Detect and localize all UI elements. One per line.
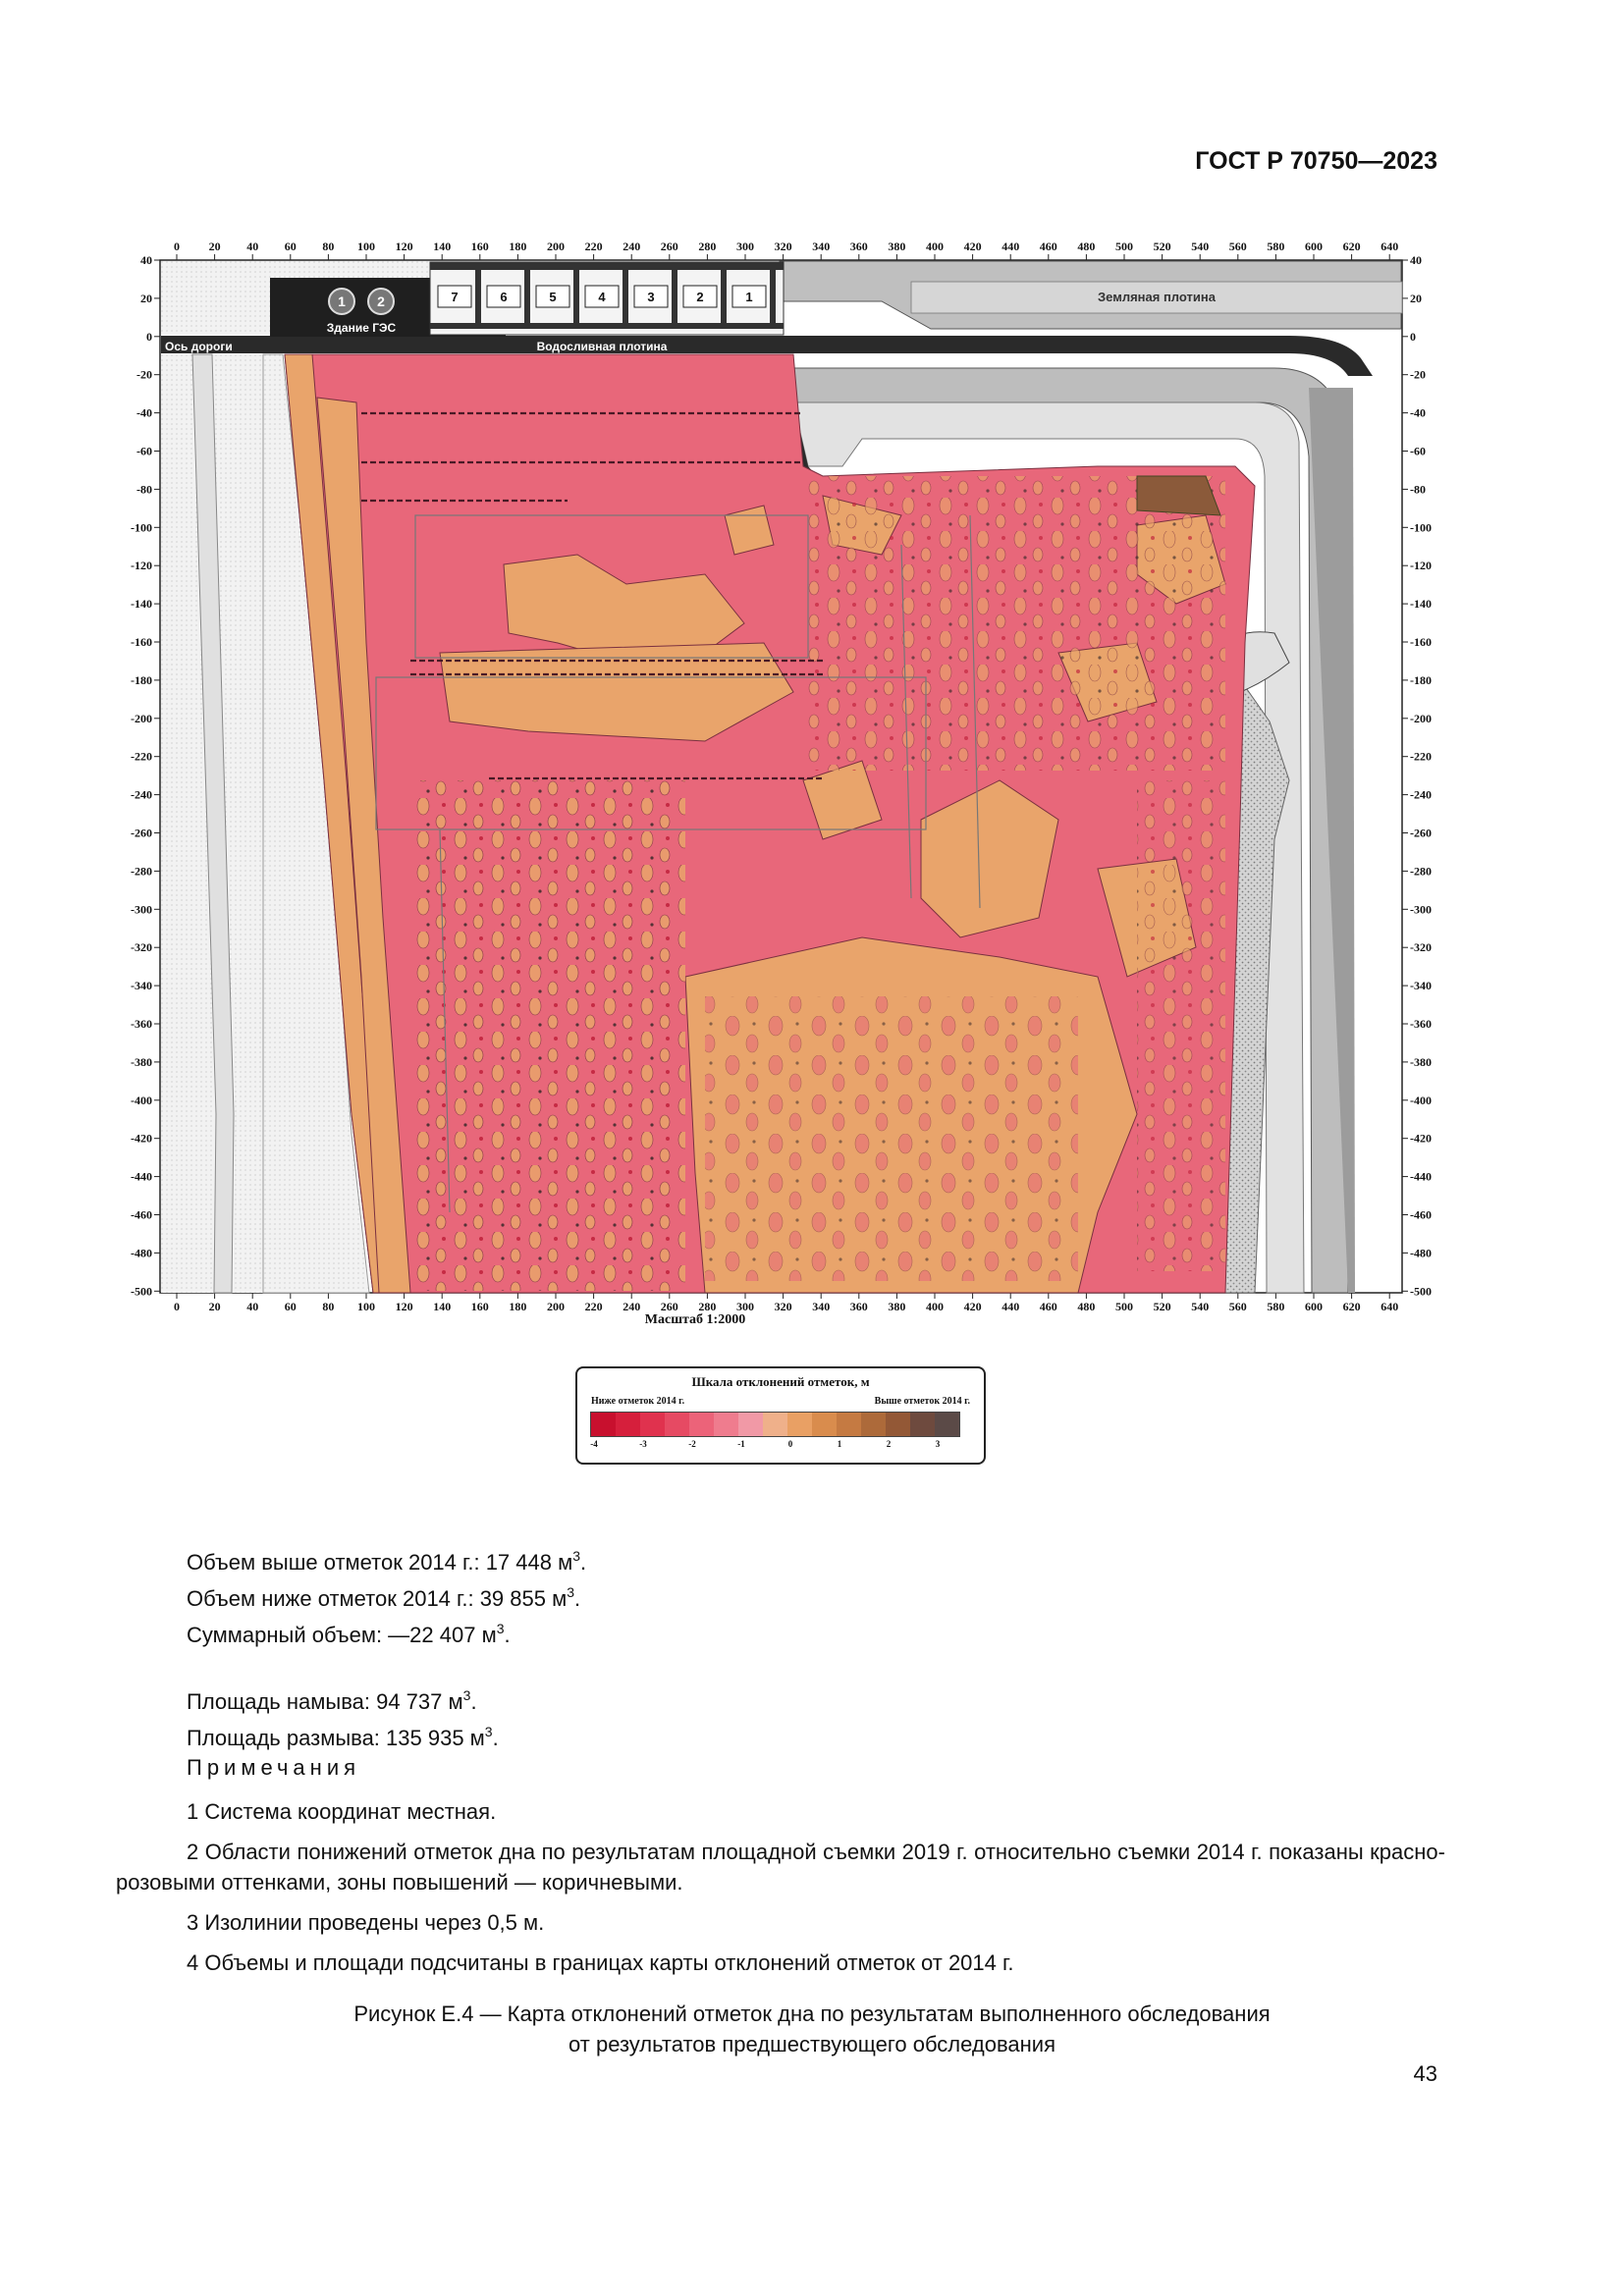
note-1: 1 Система координат местная. [187, 1799, 497, 1824]
legend-tick: -1 [737, 1439, 745, 1449]
y-tick-label: -420 [1410, 1131, 1432, 1146]
legend-ticks [590, 1439, 973, 1453]
x-tick-label: 220 [584, 240, 603, 253]
legend-tick: -3 [639, 1439, 647, 1449]
x-tick-label: 180 [509, 240, 527, 253]
x-tick-label: 100 [357, 1300, 375, 1313]
spillway-dam-label: Водосливная плотина [536, 340, 668, 353]
y-tick-label: -320 [1410, 940, 1432, 955]
y-tick-label: -440 [131, 1169, 152, 1184]
x-tick-label: 380 [888, 240, 906, 253]
legend-tick: -2 [688, 1439, 696, 1449]
y-tick-label: -380 [131, 1054, 152, 1069]
x-tick-label: 140 [433, 1300, 452, 1313]
y-tick-label: -240 [1410, 787, 1432, 802]
y-tick-label: -340 [131, 979, 152, 993]
x-tick-label: 640 [1380, 240, 1399, 253]
x-tick-label: 420 [963, 1300, 982, 1313]
y-tick-label: -280 [1410, 864, 1432, 879]
figure-caption [0, 1999, 1624, 2059]
x-tick-label: 420 [963, 240, 982, 253]
y-tick-label: -20 [136, 367, 152, 382]
y-tick-label: -260 [1410, 826, 1432, 840]
y-tick-label: -300 [1410, 902, 1432, 917]
x-tick-label: 120 [395, 1300, 413, 1313]
y-axis-left [131, 253, 160, 1298]
scatter-zone-right [803, 476, 1225, 771]
y-tick-label: -220 [131, 749, 152, 764]
span-number: 1 [745, 290, 753, 304]
legend-tick: 0 [787, 1439, 793, 1449]
x-tick-label: 20 [208, 1300, 221, 1313]
x-tick-label: 620 [1342, 1300, 1361, 1313]
y-tick-label: -100 [1410, 520, 1432, 535]
scatter-zone-left [410, 780, 685, 1291]
span-number: 7 [451, 290, 459, 304]
x-axis-bottom [174, 1293, 1398, 1313]
x-tick-label: 460 [1039, 240, 1057, 253]
y-tick-label: -360 [1410, 1017, 1432, 1031]
x-tick-label: 100 [357, 240, 375, 253]
legend-below-label: Ниже отметок 2014 г. [591, 1396, 685, 1407]
y-tick-label: -440 [1410, 1169, 1432, 1184]
legend-swatch [591, 1413, 616, 1436]
x-axis-top [174, 240, 1398, 260]
y-tick-label: -480 [131, 1246, 152, 1260]
legend-swatch [665, 1413, 689, 1436]
caption-line-2: от результатов предшествующего обследования [568, 2032, 1056, 2056]
y-tick-label: -260 [131, 826, 152, 840]
x-tick-label: 220 [584, 1300, 603, 1313]
legend-tick: 3 [935, 1439, 941, 1449]
x-tick-label: 20 [208, 240, 221, 253]
y-tick-label: -420 [131, 1131, 152, 1146]
x-tick-label: 580 [1267, 240, 1285, 253]
legend-swatch [812, 1413, 837, 1436]
note-3: 3 Изолинии проведены через 0,5 м. [187, 1910, 545, 1935]
y-tick-label: -200 [1410, 711, 1432, 725]
volume-stats [187, 1541, 586, 1753]
area-erosion-line: Площадь размыва: 135 935 $м^3$. [187, 1724, 499, 1750]
y-tick-label: -280 [131, 864, 152, 879]
deviation-legend [575, 1366, 986, 1465]
x-tick-label: 40 [246, 240, 259, 253]
x-tick-label: 120 [395, 240, 413, 253]
x-tick-label: 60 [284, 1300, 297, 1313]
legend-swatch [787, 1413, 812, 1436]
map-scale: Масштаб 1:2000 [644, 1312, 746, 1327]
y-tick-label: -40 [136, 405, 152, 420]
legend-tick: -4 [590, 1439, 598, 1449]
x-tick-label: 0 [174, 240, 180, 253]
y-tick-label: -500 [1410, 1284, 1432, 1299]
x-tick-label: 600 [1305, 1300, 1323, 1313]
x-tick-label: 400 [926, 240, 944, 253]
x-tick-label: 580 [1267, 1300, 1285, 1313]
legend-swatch [837, 1413, 861, 1436]
y-tick-label: -360 [131, 1017, 152, 1031]
y-tick-label: -320 [131, 940, 152, 955]
y-tick-label: -120 [1410, 559, 1432, 573]
y-tick-label: -480 [1410, 1246, 1432, 1260]
y-tick-label: -400 [1410, 1093, 1432, 1107]
x-tick-label: 320 [774, 1300, 792, 1313]
y-tick-label: -380 [1410, 1054, 1432, 1069]
notes-list [116, 1796, 1445, 1978]
x-tick-label: 180 [509, 1300, 527, 1313]
legend-above-label: Выше отметок 2014 г. [874, 1396, 970, 1407]
earth-dam-label: Земляная плотина [1098, 290, 1216, 304]
x-tick-label: 540 [1191, 1300, 1210, 1313]
y-tick-label: -60 [1410, 444, 1426, 458]
x-tick-label: 0 [174, 1300, 180, 1313]
legend-swatch [640, 1413, 665, 1436]
y-tick-label: -100 [131, 520, 152, 535]
y-tick-label: -400 [131, 1093, 152, 1107]
volume-above-line: Объем выше отметок 2014 г.: 17 448 $м^3$. [187, 1548, 587, 1575]
x-tick-label: 340 [812, 240, 831, 253]
x-tick-label: 160 [470, 240, 489, 253]
y-tick-label: 20 [1410, 291, 1422, 305]
y-tick-label: 20 [140, 291, 152, 305]
y-tick-label: 0 [1410, 329, 1416, 344]
legend-swatch [935, 1413, 959, 1436]
unit-2-label: 2 [377, 294, 385, 309]
y-tick-label: -40 [1410, 405, 1426, 420]
y-tick-label: -220 [1410, 749, 1432, 764]
x-tick-label: 140 [433, 240, 452, 253]
legend-color-bar [590, 1412, 960, 1437]
x-tick-label: 40 [246, 1300, 259, 1313]
y-tick-label: -240 [131, 787, 152, 802]
x-tick-label: 240 [623, 1300, 641, 1313]
x-tick-label: 280 [698, 1300, 717, 1313]
volume-below-line: Объем ниже отметок 2014 г.: 39 855 $м^3$. [187, 1584, 581, 1611]
x-tick-label: 340 [812, 1300, 831, 1313]
span-number: 3 [647, 290, 655, 304]
x-tick-label: 620 [1342, 240, 1361, 253]
y-tick-label: -20 [1410, 367, 1426, 382]
y-tick-label: -160 [131, 635, 152, 649]
x-tick-label: 380 [888, 1300, 906, 1313]
x-tick-label: 560 [1228, 1300, 1247, 1313]
x-tick-label: 60 [284, 240, 297, 253]
y-tick-label: -120 [131, 559, 152, 573]
x-tick-label: 280 [698, 240, 717, 253]
x-tick-label: 300 [736, 240, 754, 253]
y-tick-label: -460 [131, 1207, 152, 1222]
x-tick-label: 500 [1115, 240, 1133, 253]
x-tick-label: 240 [623, 240, 641, 253]
y-tick-label: -60 [136, 444, 152, 458]
volume-total-line: Суммарный объем: —22 407 $м^3$. [187, 1621, 511, 1647]
y-tick-label: -200 [131, 711, 152, 725]
x-tick-label: 360 [849, 240, 868, 253]
x-tick-label: 160 [470, 1300, 489, 1313]
x-tick-label: 260 [660, 1300, 678, 1313]
page-number: 43 [1413, 2061, 1437, 2086]
x-tick-label: 440 [1001, 1300, 1020, 1313]
span-number: 6 [500, 290, 508, 304]
y-tick-label: 40 [140, 253, 152, 267]
area-deposit-line: Площадь намыва: 94 737 $м^3$. [187, 1687, 477, 1714]
legend-swatch [714, 1413, 738, 1436]
legend-swatch [763, 1413, 787, 1436]
caption-line-1: Рисунок Е.4 — Карта отклонений отметок дна по результатам выполненного обследования [353, 2002, 1271, 2026]
road-axis-label: Ось дороги [165, 340, 233, 353]
x-tick-label: 460 [1039, 1300, 1057, 1313]
x-tick-label: 480 [1077, 1300, 1096, 1313]
x-tick-label: 440 [1001, 240, 1020, 253]
x-tick-label: 300 [736, 1300, 754, 1313]
span-number: 4 [598, 290, 606, 304]
y-tick-label: -80 [136, 482, 152, 497]
x-tick-label: 400 [926, 1300, 944, 1313]
y-tick-label: -160 [1410, 635, 1432, 649]
y-tick-label: -140 [1410, 597, 1432, 612]
x-tick-label: 80 [322, 1300, 335, 1313]
legend-swatch [689, 1413, 714, 1436]
y-tick-label: -180 [131, 672, 152, 687]
x-tick-label: 540 [1191, 240, 1210, 253]
x-tick-label: 560 [1228, 240, 1247, 253]
x-tick-label: 320 [774, 240, 792, 253]
y-tick-label: 0 [146, 329, 152, 344]
x-tick-label: 480 [1077, 240, 1096, 253]
note-2: 2 Области понижений отметок дна по результатам площадной съемки 2019 г. относительно съемки 2014 г. показаны красно-розовыми оттенками, зоны повышений — коричневыми. [116, 1840, 1445, 1895]
y-tick-label: -300 [131, 902, 152, 917]
note-4: 4 Объемы и площади подсчитаны в границах карты отклонений отметок от 2014 г. [187, 1950, 1014, 1975]
legend-swatch [861, 1413, 886, 1436]
y-tick-label: -460 [1410, 1207, 1432, 1222]
legend-swatch [616, 1413, 640, 1436]
notes-title: Примечания [187, 1755, 361, 1780]
legend-swatch [910, 1413, 935, 1436]
standard-header: ГОСТ Р 70750—2023 [1195, 147, 1437, 175]
y-axis-right [1402, 253, 1432, 1298]
unit-1-label: 1 [338, 294, 346, 309]
x-tick-label: 600 [1305, 240, 1323, 253]
span-number: 5 [549, 290, 557, 304]
hpp-building-label: Здание ГЭС [326, 321, 397, 335]
y-tick-label: -80 [1410, 482, 1426, 497]
legend-title: Шкала отклонений отметок, м [691, 1374, 870, 1389]
deviation-map [116, 231, 1432, 1327]
x-tick-label: 260 [660, 240, 678, 253]
legend-tick: 1 [837, 1439, 842, 1449]
y-tick-label: -500 [131, 1284, 152, 1299]
legend-swatch [886, 1413, 910, 1436]
x-tick-label: 80 [322, 240, 335, 253]
x-tick-label: 360 [849, 1300, 868, 1313]
y-tick-label: -180 [1410, 672, 1432, 687]
y-tick-label: -140 [131, 597, 152, 612]
x-tick-label: 520 [1153, 240, 1171, 253]
x-tick-label: 200 [547, 1300, 565, 1313]
y-tick-label: 40 [1410, 253, 1422, 267]
x-tick-label: 200 [547, 240, 565, 253]
legend-tick: 2 [886, 1439, 892, 1449]
x-tick-label: 520 [1153, 1300, 1171, 1313]
legend-swatch [738, 1413, 763, 1436]
x-tick-label: 500 [1115, 1300, 1133, 1313]
x-tick-label: 640 [1380, 1300, 1399, 1313]
span-number: 2 [696, 290, 704, 304]
y-tick-label: -340 [1410, 979, 1432, 993]
